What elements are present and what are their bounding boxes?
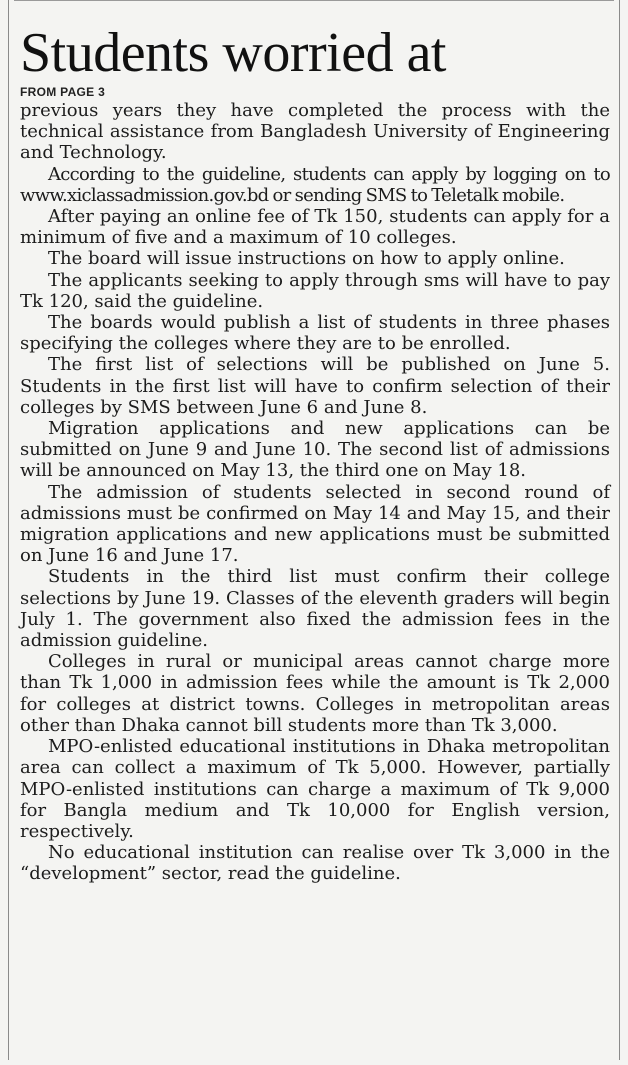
news-article	[20, 22, 610, 885]
paragraph: According to the guideline, students can apply by logging on to www.xiclassadmission.gov.bd or sending SMS to Teletalk mobile.	[20, 163, 610, 206]
paragraph: MPO-enlisted educational institutions in Dhaka metropolitan area can collect a maximum of Tk 5,000. However, partially MPO-enlisted institutions can charge a maximum of Tk 9,000 for Bangla medium and Tk 10,000 for English version, respectively.	[20, 736, 610, 842]
paragraph: Students in the third list must confirm their college selections by June 19. Classes of the eleventh graders will begin July 1. The government also fixed the admission fees in the admission guideline.	[20, 566, 610, 652]
headline: Students worried at	[20, 22, 446, 84]
paragraph: Migration applications and new applications can be submitted on June 9 and June 10. The second list of admissions will be announced on May 13, the third one on May 18.	[20, 418, 610, 482]
paragraph: No educational institution can realise over Tk 3,000 in the “development” sector, read the guideline.	[20, 842, 610, 885]
paragraph: The board will issue instructions on how to apply online.	[48, 248, 565, 270]
paragraph: previous years they have completed the process with the technical assistance from Bangladesh University of Engineering and Technology.	[20, 100, 610, 164]
left-column-rule	[8, 0, 9, 1060]
paragraph: Colleges in rural or municipal areas cannot charge more than Tk 1,000 in admission fees while the amount is Tk 2,000 for colleges at district towns. Colleges in metropolitan areas other than Dhaka cannot bill students more than Tk 3,000.	[20, 651, 610, 736]
right-column-rule	[619, 0, 620, 1060]
article-body	[20, 100, 610, 885]
jump-label: FROM PAGE 3	[20, 85, 106, 99]
paragraph: After paying an online fee of Tk 150, students can apply for a minimum of five and a maximum of 10 colleges.	[20, 206, 610, 249]
paragraph: The first list of selections will be published on June 5. Students in the first list will have to confirm selection of their colleges by SMS between June 6 and June 8.	[20, 354, 610, 418]
paragraph: The applicants seeking to apply through sms will have to pay Tk 120, said the guideline.	[20, 269, 610, 312]
top-rule	[14, 0, 614, 5]
paragraph: The admission of students selected in second round of admissions must be confirmed on May 14 and May 15, and their migration applications and new applications must be submitted on June 16 and June 17.	[20, 481, 610, 567]
paragraph: The boards would publish a list of students in three phases specifying the colleges where they are to be enrolled.	[20, 312, 610, 355]
